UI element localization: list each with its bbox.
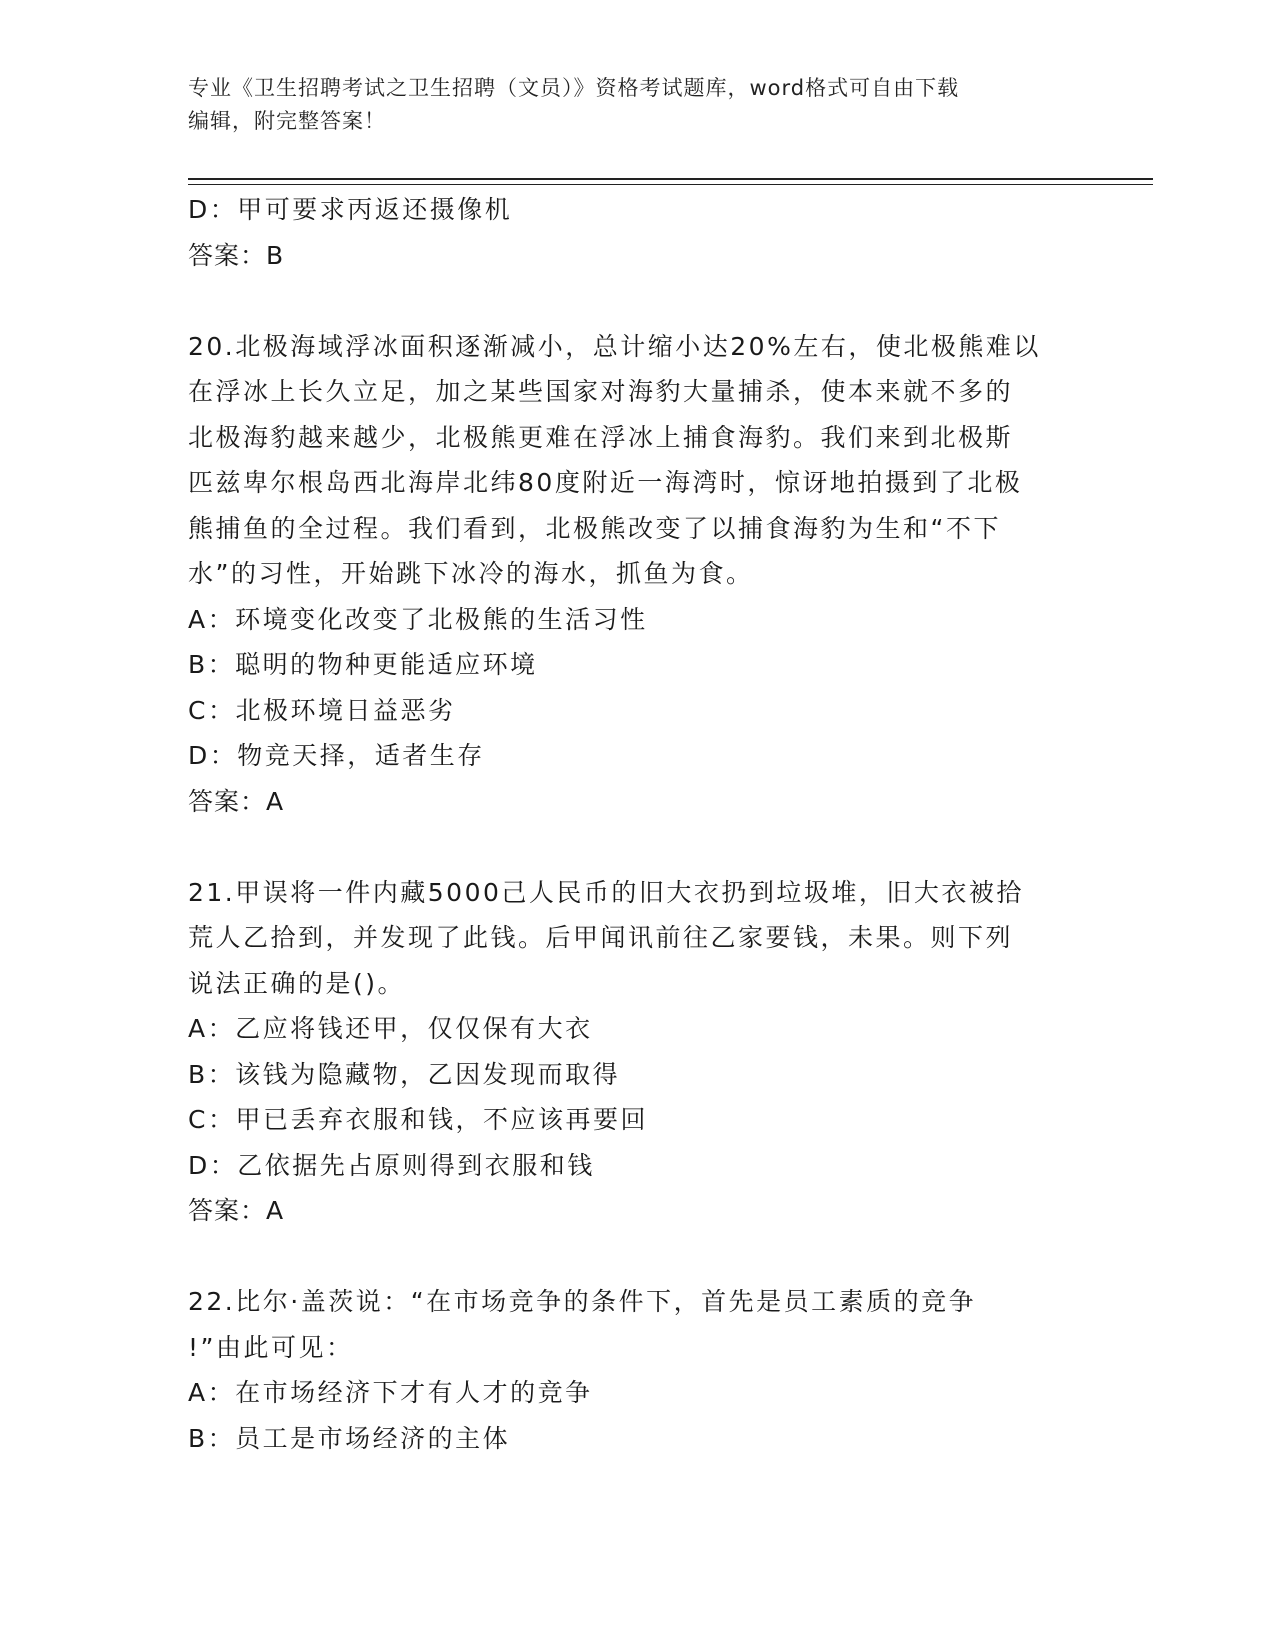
question-stem-line: 说法正确的是()。 [188, 968, 406, 998]
answer-value: A [266, 1196, 284, 1225]
spacer [188, 278, 1088, 324]
question-stem-line: 匹兹卑尔根岛西北海岸北纬80度附近一海湾时，惊讶地拍摄到了北极 [188, 468, 1023, 497]
option-a: A：乙应将钱还甲，仅仅保有大衣 [188, 1014, 593, 1043]
question-stem-line: 22.比尔·盖茨说：“在市场竞争的条件下，首先是员工素质的竞争 [188, 1287, 977, 1316]
answer-label: 答案： [188, 786, 267, 816]
page-header [188, 72, 1068, 138]
question-20 [188, 324, 1088, 825]
question-stem-line: !”由此可见： [188, 1332, 354, 1362]
header-line-1: 专业《卫生招聘考试之卫生招聘（文员）》资格考试题库，word格式可自由下载 [188, 76, 960, 100]
prev-answer [188, 233, 1088, 279]
question-stem-line: 荒人乙拾到，并发现了此钱。后甲闻讯前往乙家要钱，未果。则下列 [188, 923, 1014, 952]
option-d: D：乙依据先占原则得到衣服和钱 [188, 1150, 595, 1180]
question-21 [188, 870, 1088, 1234]
question-stem-line: 21.甲误将一件内藏5000己人民币的旧大衣扔到垃圾堆，旧大衣被拾 [188, 877, 1024, 907]
header-line-2: 编辑，附完整答案！ [188, 109, 386, 133]
question-stem-line: 20.北极海域浮冰面积逐渐减小，总计缩小达20%左右，使北极熊难以 [188, 331, 1041, 361]
option-c: C：北极环境日益恶劣 [188, 695, 456, 725]
question-content [188, 187, 1088, 1461]
answer [188, 1188, 1088, 1234]
question-stem-line: 北极海豹越来越少，北极熊更难在浮冰上捕食海豹。我们来到北极斯 [188, 422, 1014, 452]
spacer [188, 824, 1088, 870]
question-stem-line: 熊捕鱼的全过程。我们看到，北极熊改变了以捕食海豹为生和“不下 [188, 513, 1001, 543]
answer-value: A [266, 786, 284, 816]
option-b: B：聪明的物种更能适应环境 [188, 650, 538, 679]
question-stem-line: 在浮冰上长久立足，加之某些国家对海豹大量捕杀，使本来就不多的 [188, 377, 1014, 406]
answer-label: 答案： [188, 1196, 267, 1225]
answer-value: B [266, 240, 284, 270]
option-c: C：甲已丢弃衣服和钱，不应该再要回 [188, 1105, 648, 1134]
option-b: B：该钱为隐藏物，乙因发现而取得 [188, 1059, 621, 1089]
option-d: D：物竞天择，适者生存 [188, 741, 485, 770]
question-22 [188, 1279, 1088, 1461]
answer [188, 779, 1088, 825]
question-stem-line: 水”的习性，开始跳下冰冷的海水，抓鱼为食。 [188, 559, 754, 588]
spacer [188, 1234, 1088, 1280]
answer-label: 答案： [188, 240, 267, 270]
option-b: B：员工是市场经济的主体 [188, 1423, 511, 1453]
option-a: A：在市场经济下才有人才的竞争 [188, 1378, 593, 1407]
prev-option-d: D：甲可要求丙返还摄像机 [188, 195, 513, 224]
option-a: A：环境变化改变了北极熊的生活习性 [188, 604, 648, 634]
header-rule-thin [188, 184, 1153, 185]
header-rule-thick [188, 178, 1153, 180]
